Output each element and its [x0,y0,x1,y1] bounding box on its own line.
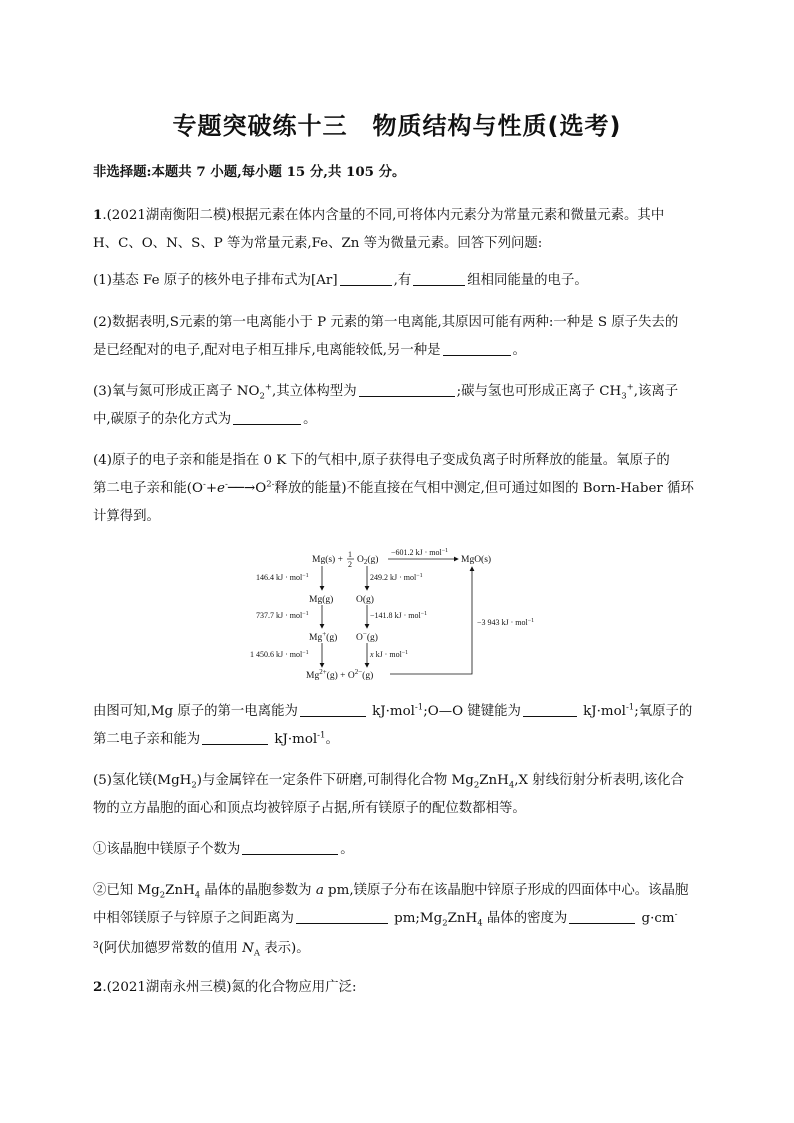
answer-blank[interactable] [300,703,366,717]
diagram-e6: x kJ · mol$^{-1}$ [370,650,409,659]
q1-source: .(2021湖南衡阳二模)根据元素在体内含量的不同,可将体内元素分为常量元素和微量元素。其中 [102,208,665,223]
answer-blank[interactable] [233,411,301,425]
exam-intro: 非选择题:本题共 7 小题,每小题 15 分,共 105 分。 [93,164,406,180]
diagram-mg-plus: Mg+(g) [309,630,338,643]
q1-part1: (1)基态 Fe 原子的核外电子排布式为[Ar] ,有 组相同能量的电子。 [93,273,588,288]
diagram-e2: 249.2 kJ · mol$^{-1}$ [370,573,423,582]
diagram-e4: −141.8 kJ · mol$^{-1}$ [370,611,428,620]
q1-part5-sub2-line1: ②已知 $Mg_2ZnH_4$ 晶体的晶胞参数为 a pm,镁原子分布在该晶胞中锌原子形成的四面体中心。该晶胞 [93,883,689,901]
q1-part4-after-line2: 第二电子亲和能为 kJ·mol$^{-1}$。 [93,730,339,747]
q1-part2-line2: 是已经配对的电子,配对电子相互排斥,电离能较低,另一种是 。 [93,343,526,358]
diagram-e5: 1 450.6 kJ · mol$^{-1}$ [250,650,309,659]
q1-number: 1 [93,207,103,223]
q1-part3-line1: (3)氧与氮可形成正离子 $NO_2^+$,其立体构型为 ;碳与氢也可形成正离子 $CH_3^+$,该离子 [93,382,679,402]
diagram-o-minus: O−(g) [356,630,378,643]
answer-blank[interactable] [443,342,511,356]
answer-blank[interactable] [523,703,577,717]
q1-stem-line1 [93,206,664,225]
diagram-reactants: Mg(s) + [312,555,343,565]
q1-part2-line1: (2)数据表明,S元素的第一电离能小于 P 元素的第一电离能,其原因可能有两种:一种是 S 原子失去的 [93,315,679,330]
q2-stem: 2.(2021湖南永州三模)氮的化合物应用广泛: [93,979,357,995]
q1-stem-line2: H、C、O、N、S、P 等为常量元素,Fe、Zn 等为微量元素。回答下列问题: [93,236,543,251]
q1-part4-line2: 第二电子亲和能($O^-+e^-──\to O^{2-}$释放的能量)不能直接在气相中测定,但可通过如图的 Born-Haber 循环 [93,479,694,496]
answer-blank[interactable] [242,841,338,855]
diagram-mgo: MgO(s) [461,555,492,565]
diagram-e1: 146.4 kJ · mol$^{-1}$ [256,573,309,582]
page-title: 专题突破练十三 物质结构与性质(选考) [172,112,622,140]
q1-part5-line1: (5)氢化镁(MgH$_2$)与金属锌在一定条件下研磨,可制得化合物 $Mg_2ZnH_4,X$ 射线衍射分析表明,该化合 [93,773,684,791]
answer-blank[interactable] [359,383,455,397]
answer-blank[interactable] [413,272,465,286]
q1-part4-line3: 计算得到。 [93,509,160,524]
half-denominator: 2 [348,560,352,569]
half-numerator: 1 [348,550,352,559]
q1-part5-line2: 物的立方晶胞的面心和顶点均被锌原子占据,所有镁原子的配位数都相等。 [93,801,526,816]
q2-number: 2 [93,979,103,995]
q1-part5-sub2-line2: 中相邻镁原子与锌原子之间距离为 $pm;Mg_2ZnH_4$ 晶体的密度为 g·cm- [93,909,678,929]
q1-part3-line2: 中,碳原子的杂化方式为 。 [93,412,317,427]
q1-part4-after-line1: 由图可知,Mg 原子的第一电离能为 kJ·mol$^{-1}$;O—O 键键能为 kJ·mol$^{-1}$;氧原子的 [93,702,693,719]
q1-part5-sub2-line3: $^3$(阿伏加德罗常数的值用 $N_A$ 表示)。 [93,941,310,959]
answer-blank[interactable] [202,731,268,745]
answer-blank[interactable] [340,272,392,286]
diagram-e3: 737.7 kJ · mol$^{-1}$ [256,611,309,620]
diagram-o-g: O(g) [356,595,374,605]
born-haber-diagram [250,546,560,686]
q1-part5-sub1: ①该晶胞中镁原子个数为 。 [93,842,354,857]
diagram-right-energy: −3 943 kJ · mol$^{-1}$ [477,618,535,627]
answer-blank[interactable] [569,910,635,924]
diagram-top-energy: −601.2 kJ · mol$^{-1}$ [391,548,449,557]
diagram-mg-g: Mg(g) [309,595,334,605]
q1-part4-line1: (4)原子的电子亲和能是指在 0 K 下的气相中,原子获得电子变成负离子时所释放的能量。氧原子的 [93,453,670,468]
diagram-bottom: $Mg^{2+}(g) + O^{2-}(g)$ [306,668,374,681]
diagram-o2: $O_2(g)$ [357,555,379,566]
answer-blank[interactable] [296,910,388,924]
